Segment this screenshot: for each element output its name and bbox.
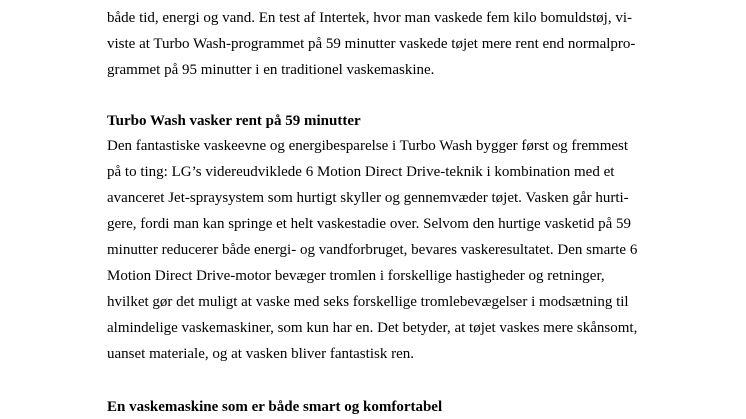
paragraph-line: uanset materiale, og at vasken bliver fantastisk ren. [107,346,414,362]
paragraph-line: minutter reducerer både energi- og vandforbruget, bevares vaskeresultatet. Den smarte 6 [107,242,638,258]
paragraph-line: Motion Direct Drive-motor bevæger tromlen i forskellige hastigheder og retninger, [107,268,605,284]
paragraph-line: gere, fordi man kan springe et helt vaskestadie over. Selvom den hurtige vasketid på 59 [107,216,632,232]
paragraph-line: avanceret Jet-spraysystem som hurtigt skyller og gennemvæder tøjet. Vasken går hurti- [107,190,629,206]
paragraph-line: almindelige vaskemaskiner, som kun har en. Det betyder, at tøjet vaskes mere skånsomt, [107,320,638,336]
paragraph-line: både tid, energi og vand. En test af Intertek, hvor man vaskede fem kilo bomuldstøj, vi- [107,10,633,26]
section-heading: En vaskemaskine som er både smart og komfortabel [107,399,443,415]
paragraph-line: på to ting: LG’s videreudviklede 6 Motion Direct Drive-teknik i kombination med et [107,164,615,180]
paragraph-line: viste at Turbo Wash-programmet på 59 minutter vaskede tøjet mere rent end normalpro- [107,36,636,52]
section-heading: Turbo Wash vasker rent på 59 minutter [107,113,361,129]
paragraph-line: Den fantastiske vaskeevne og energibesparelse i Turbo Wash bygger først og fremmest [107,138,629,154]
paragraph-line: grammet på 95 minutter i en traditionel vaskemaskine. [107,62,435,78]
paragraph-line: hvilket gør det muligt at vaske med seks forskellige tromlebevægelser i modsætning til [107,294,629,310]
